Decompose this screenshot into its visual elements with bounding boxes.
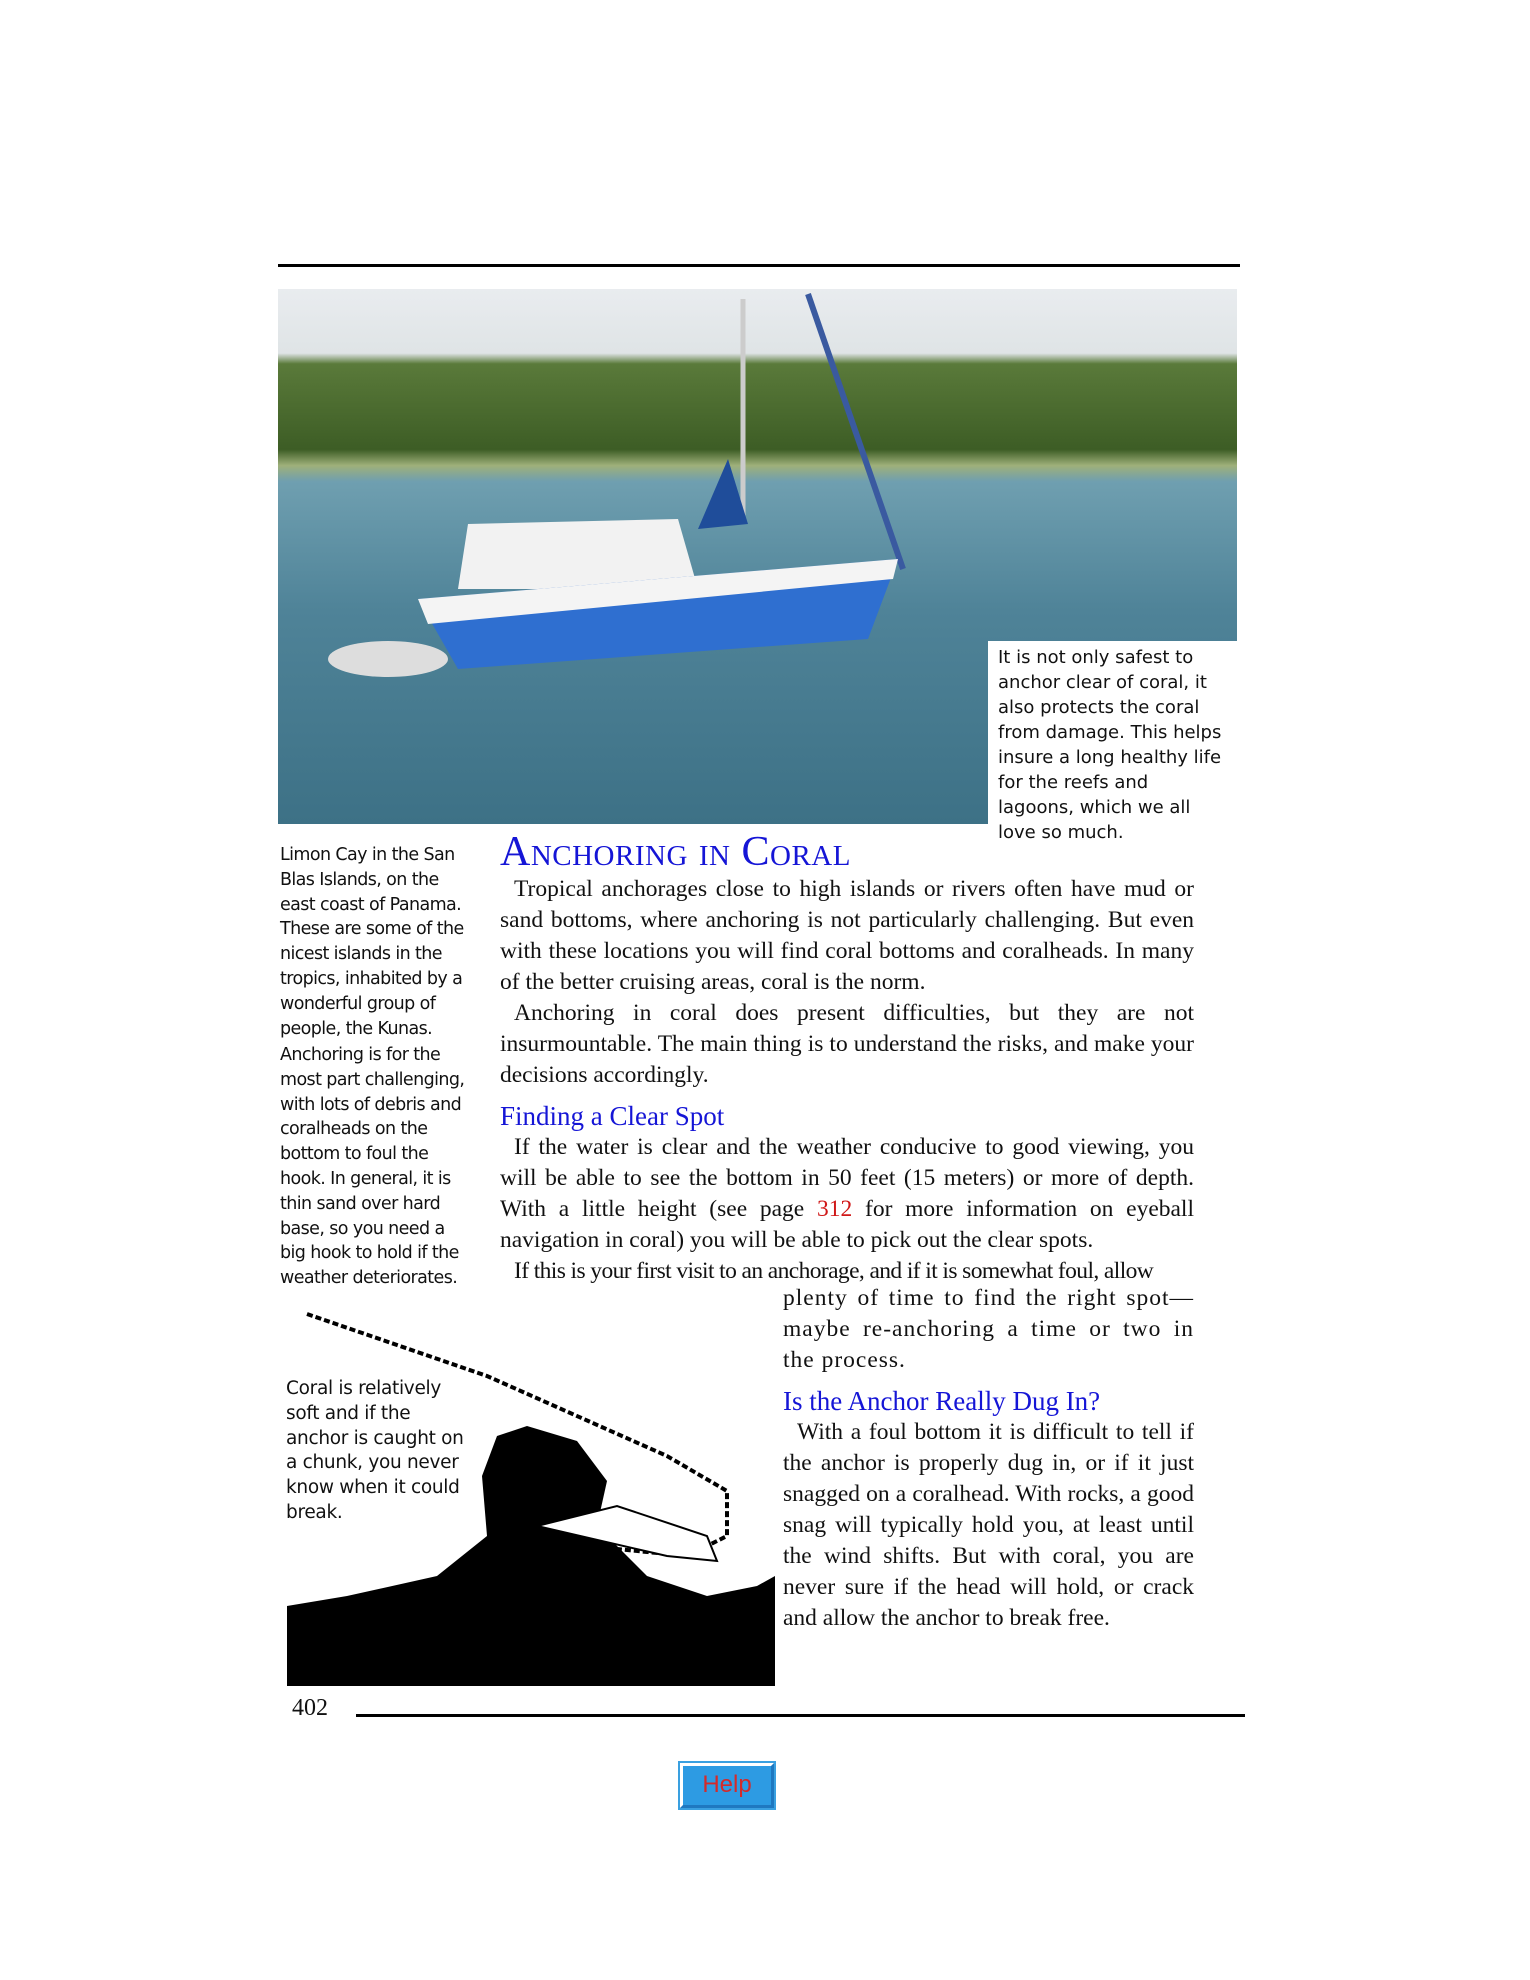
sidebar-caption-limon-cay: Limon Cay in the San Blas Islands, on the east coast of Panama. These are some of the nicest islands in the tropics, inhabited by a wonderful group of people, the Kunas. <box>280 845 464 1039</box>
top-rule <box>278 264 1240 267</box>
paragraph <box>500 1132 1194 1256</box>
page-number: 402 <box>292 1695 328 1721</box>
paragraph: With a foul bottom it is difficult to tell if the anchor is properly dug in, or if it just snagged on a coralhead. With rocks, a good snag will typically hold you, at least until the wind shifts. But with coral, you are never sure if the head will hold, or crack and allow the anchor to break free. <box>783 1419 1194 1631</box>
article <box>500 830 1194 1287</box>
paragraph: If this is your first visit to an anchorage, and if it is somewhat foul, allow <box>514 1258 1154 1284</box>
sidebar-caption-anchoring: Anchoring is for the most part challenging, with lots of debris and coralheads on the bottom to foul the hook. In general, it is thin sand over hard base, so you need a big hook to hold if the weather deteriorates. <box>280 1045 465 1289</box>
drawing-caption: Coral is relatively soft and if the anchor is caught on a chunk, you never know when it could break. <box>286 1378 464 1523</box>
page-link[interactable]: 312 <box>817 1196 853 1222</box>
paragraph: Tropical anchorages close to high islands or rivers often have mud or sand bottoms, where anchoring is not particularly challenging. But even with these locations you will find coral bottoms and coralheads. In many of the better cruising areas, coral is the norm. <box>500 876 1194 995</box>
right-column <box>783 1283 1194 1634</box>
photo-caption: It is not only safest to anchor clear of coral, it also protects the coral from damage. This helps insure a long healthy life for the reefs and lagoons, which we all love so much. <box>988 641 1237 824</box>
section-heading-anchor-dug-in: Is the Anchor Really Dug In? <box>783 1386 1101 1416</box>
bottom-rule <box>356 1714 1245 1717</box>
paragraph: Anchoring in coral does present difficulties, but they are not insurmountable. The main thing is to understand the risks, and make your decisions accordingly. <box>500 1000 1194 1088</box>
paragraph: plenty of time to find the right spot—maybe re-anchoring a time or two in the process. <box>783 1285 1194 1373</box>
text: If the water is clear and the weather conducive to good viewing, you will be able to see the bottom in 50 feet (15 meters) or more of depth. With a little height (see page <box>500 1134 1194 1222</box>
section-heading-finding-clear-spot: Finding a Clear Spot <box>500 1101 725 1131</box>
text: for more information on eyeball navigation in coral) you will be able to pick out the clear spots. <box>500 1196 1194 1253</box>
help-button[interactable]: Help <box>680 1763 774 1808</box>
article-title: Anchoring in Coral <box>500 829 851 875</box>
